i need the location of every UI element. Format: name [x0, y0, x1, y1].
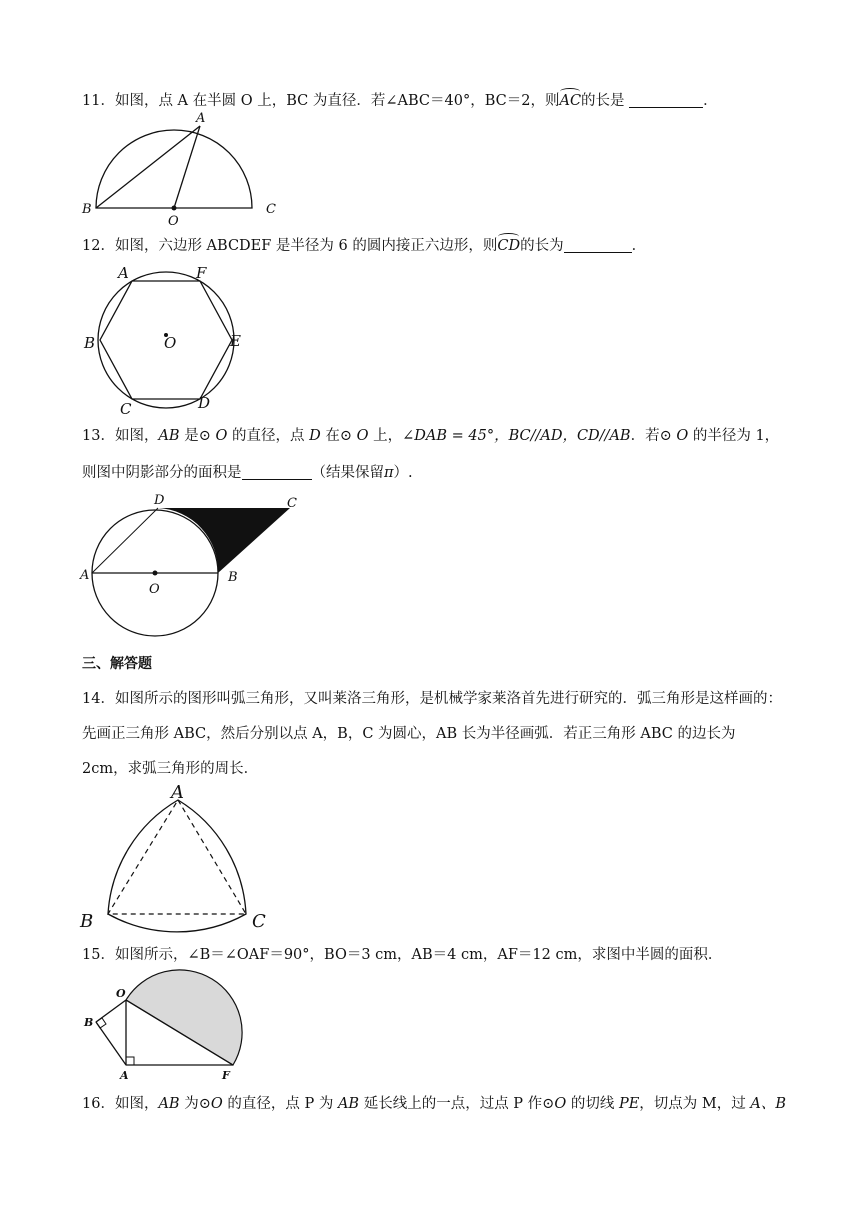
q11-figure — [80, 111, 280, 229]
q11-arc-label: AC — [559, 93, 582, 109]
q11-text: 11．如图，点 A 在半圆 O 上，BC 为直径．若∠ABC＝40°，BC＝2，则AC的长是 ． — [82, 93, 718, 109]
q13-line2: 则图中阴影部分的面积是 （结果保留π）. — [82, 465, 413, 481]
q11-label-o: O — [168, 214, 179, 229]
q12-figure — [82, 262, 252, 422]
q12-text: 12．如图，六边形 ABCDEF 是半径为 6 的圆内接正六边形，则CD的长为 ． — [82, 238, 647, 254]
q14-text: 14．如图所示的图形叫弧三角形，又叫莱洛三角形，是机械学家莱洛首先进行研究的．弧三角形是这样画的：先画正三角形 ABC，然后分别以点 A，B，C 为圆心，AB 长为半径画弧．若正三角形 ABC 的边长为 2cm，求弧三角形的周长． — [82, 691, 782, 777]
q16-text: 16．如图，AB 为⊙O 的直径，点 P 为 AB 延长线上的一点，过点 P 作⊙O 的切线 PE，切点为 M，过 A、B — [82, 1096, 786, 1112]
q14-figure — [78, 784, 278, 934]
q11-label-a: A — [196, 111, 206, 126]
q11-label-b: B — [82, 202, 92, 217]
q13-label-a: A — [80, 568, 90, 583]
q13-conditions: ∠DAB = 45°，BC//AD，CD//AB — [402, 428, 631, 444]
q12-label-e: E — [230, 332, 241, 350]
q12-arc-label: CD — [497, 238, 521, 254]
q12-label-o: O — [164, 334, 177, 352]
q14-label-a: A — [171, 782, 184, 803]
q15-label-o: O — [116, 987, 126, 1000]
q13-label-d: D — [154, 493, 165, 508]
q11-label-c: C — [266, 202, 276, 217]
section-heading: 三、解答题 — [82, 656, 152, 672]
q13-line1: 13．如图，AB 是⊙ O 的直径，点 D 在⊙ O 上，∠DAB = 45°，BC//AD，CD//AB．若⊙ O 的半径为 1， — [82, 428, 780, 444]
q12-label-d: D — [198, 394, 211, 412]
q15-text: 15．如图所示，∠B＝∠OAF＝90°，BO＝3 cm，AB＝4 cm，AF＝12 cm，求图中半圆的面积． — [82, 947, 723, 963]
q14-label-b: B — [80, 911, 94, 932]
q12-label-f: F — [196, 264, 207, 282]
q12-label-a: A — [118, 264, 129, 282]
q15-figure — [82, 970, 282, 1090]
q11-answer-blank[interactable] — [629, 93, 703, 108]
q12-label-b: B — [84, 334, 96, 352]
q14-label-c: C — [252, 911, 266, 932]
q13-label-o: O — [149, 582, 160, 597]
q12-answer-blank[interactable] — [564, 238, 632, 253]
q13-answer-blank[interactable] — [242, 465, 312, 480]
q12-label-c: C — [120, 400, 132, 418]
q13-figure — [80, 492, 320, 642]
q15-label-a: A — [120, 1069, 129, 1082]
q15-label-b: B — [84, 1016, 94, 1029]
q13-label-c: C — [287, 496, 297, 511]
q15-label-f: F — [222, 1069, 230, 1082]
q13-label-b: B — [228, 570, 238, 585]
